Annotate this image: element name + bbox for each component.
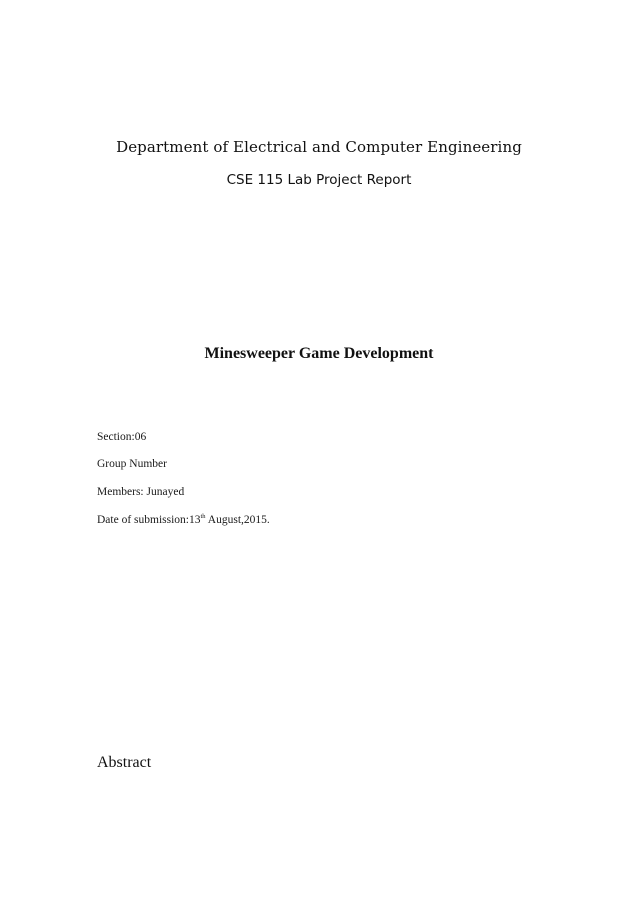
submission-date-ordinal: th bbox=[200, 513, 206, 520]
members-line: Members: Junayed bbox=[97, 486, 185, 498]
submission-date-line bbox=[97, 514, 270, 526]
group-number-line: Group Number bbox=[97, 458, 167, 470]
submission-date-suffix: August,2015. bbox=[205, 514, 270, 526]
department-heading: Department of Electrical and Computer Engineering bbox=[116, 138, 522, 156]
section-line: Section:06 bbox=[97, 431, 147, 443]
course-subtitle: CSE 115 Lab Project Report bbox=[226, 172, 412, 188]
submission-date-prefix: Date of submission:13 bbox=[97, 514, 201, 526]
abstract-heading: Abstract bbox=[97, 754, 152, 771]
project-title: Minesweeper Game Development bbox=[204, 345, 434, 362]
